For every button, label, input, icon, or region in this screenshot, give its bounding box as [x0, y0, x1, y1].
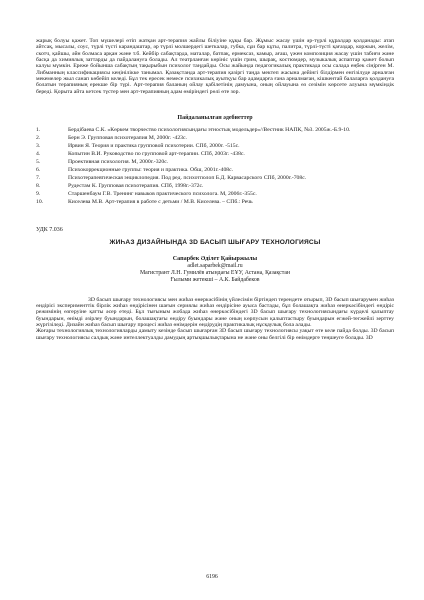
body-paragraph: 3D басып шығару технологиясы мен жиһаз өнеркәсібінің үйлесімін біртіндеп терендете отырып, 3D басып шығарумен жиһаз өндірісі эксперименттік бірлік жиһаз өндірісінен шағын сериялы жиһаз өндірісіне ауыса бастады, бұл болашақта жиһаз өнеркәсібіндегі өндіріс режимінің өзгеруіне қатты әсер етеді. Бұл тығыным жобада жиһаз өнеркәсібіндегі 3D басып шығару технологиясындағы күрделі қалыптау буындарын, өнімді әзірлеу буындарын, болашақтағы өндіру буындары және оның көрпусын қалыптастыру буындарын егжей-тегжейлі зерттеу жүргізіледі. Дизайн жиһаз басып шығару процесі жиһаз өнімдерін өндірудің практикалық нұсқаулық бола алады. — [36, 296, 394, 328]
article-body — [36, 297, 394, 341]
reference-number: 7. — [36, 175, 41, 182]
reference-text: Берн Э. Групповая психотерапия М, 2000г. -423с. — [68, 135, 187, 142]
reference-text: Проективная психология. М, 2000г.-320с. — [68, 159, 169, 166]
reference-item — [36, 143, 394, 149]
reference-item — [36, 191, 394, 197]
author-affiliation: Магистрант Л.Н. Гумилёв атындағы ЕҰУ, Астана, Қазақстан — [139, 269, 291, 276]
reference-number: 9. — [36, 191, 41, 198]
reference-text: Рудестам К. Групповая психотерапия. СПб, 1998г.-372с. — [68, 183, 204, 190]
reference-item — [36, 151, 394, 157]
reference-text: Старшенбаум Г.В. Тренинг навыков практического психолога. М, 2006г.-355с. — [68, 191, 257, 198]
reference-item — [36, 175, 394, 181]
reference-number: 4. — [36, 151, 41, 158]
reference-item — [36, 199, 394, 205]
udk-code: УДК 7.036 — [36, 226, 63, 233]
author-email: adlet.saparbek@mail.ru — [187, 262, 243, 269]
intro-paragraph: жарық болуы қажет. Топ мүшелері өтіп жатқан арт-терапия жайлы біліуіне құқы бар. Жұмыс жасау үшін әр-түрлі құралдар қолданады: атап айтсақ, мысалы, соус, түрлі түсті карандаштар, әр түрлі молшердегі шеткалар, губка, сұи бар кұты, палитра, түрлі-түсті қағаздар, коржын, желім, скотч, қайшы, әйн болмаса арқан және т.б. Кейбір сабақтарда, маталар, батпақ, ермексаз, камыр, ағаш, үжен композиция жасау үшін табиғи және басқа да химиялық заттарды да пайдалануға болады. Ал театрланған көрініс үшін грим, шырақ, костюмдер, музыкалық аспаптар қажет болып калуы мүмкін. Ереже бойынша сабақтың тақырыбын психолог таңдайды. Осы жайында педагогикалық практикада осы салада еңбек сіңірген М. Либманның классификациясы кеңінілікке танымал. Қазақстанда арт-терапия қазіргі таңда мектеп жасына дейінгі білдірмен енгізілуде арналған мекемелер жыл санап көбейіп келеді. Бұл тек ересек немесе психикалық ауытқуы бар адамдарға ғана арналмаған, кішкентай балаларға қолдануға болатын терапияның ерекше бір түрі. Арт-терапия баланың ойлау қабілетінің дамуына, оның ойлауына өз сезімін көрсете алуына мүмкіндік береді. Қорыта айта кетсек түстер мен арт-терапияның адам өміріндегі рөлі өте зор. — [36, 38, 394, 95]
reference-number: 5. — [36, 159, 41, 166]
reference-item — [36, 135, 394, 141]
author-name: Сапарбек Әділет Қайыржылы — [172, 255, 258, 262]
reference-item — [36, 183, 394, 189]
body-paragraph: Жоғары технологиялық технологияларды дамыту кезінде басып шығарған 3D басып шығару технологиясы уақыт өте келе пайда болды. 3D басып шығару технологиясы салдық және интеллектуалды дамудың артықшылықтарына не және оны белгілі бір өнімдерге теңшеуге болады. 3D — [36, 328, 394, 341]
reference-text: Психокоррекционные группы: теория и практика. Обш, 2001г.-408с. — [68, 167, 234, 174]
page-number: 6196 — [206, 574, 218, 580]
reference-text: Киселева М.В. Арт-терапия в работе с детьми / М.В. Киселева. – СПб.: Речь — [68, 199, 253, 206]
references-title: Пайдаланылған әдебиеттер — [177, 115, 253, 122]
reference-number: 10. — [36, 199, 44, 206]
reference-number: 1. — [36, 127, 41, 134]
reference-number: 3. — [36, 143, 41, 150]
reference-text: Психотерапевтическая энциклопедия. Под ред. психотполоп Б.Д. Карвасарского СПб, 2000г.-708с. — [68, 175, 307, 182]
reference-number: 8. — [36, 183, 41, 190]
article-title: ЖИҺАЗ ДИЗАЙНЫНДА 3D БАСЫП ШЫҒАРУ ТЕХНОЛОГИЯСЫ — [109, 238, 321, 246]
reference-item — [36, 127, 394, 133]
reference-text: Бердібаева С.К. «Көркем творчество психологиясындағы этностық модельдер»//Вестник НАПК, №3. 2005ж.-Б.9-10. — [68, 127, 351, 134]
scientific-adviser: Ғылыми жетекші – А.К. Байдабеков — [170, 276, 260, 283]
reference-text: Копытин В.И. Руководство по групповой арт-терапии. СПб, 2003г. -438с. — [68, 151, 245, 158]
reference-item — [36, 159, 394, 165]
reference-number: 2. — [36, 135, 41, 142]
reference-item — [36, 167, 394, 173]
reference-text: Ирвин Я. Теория и практика групповой психотерии. СПб, 2000г. -515с. — [68, 143, 240, 150]
references-list — [36, 127, 394, 205]
reference-number: 6. — [36, 167, 41, 174]
